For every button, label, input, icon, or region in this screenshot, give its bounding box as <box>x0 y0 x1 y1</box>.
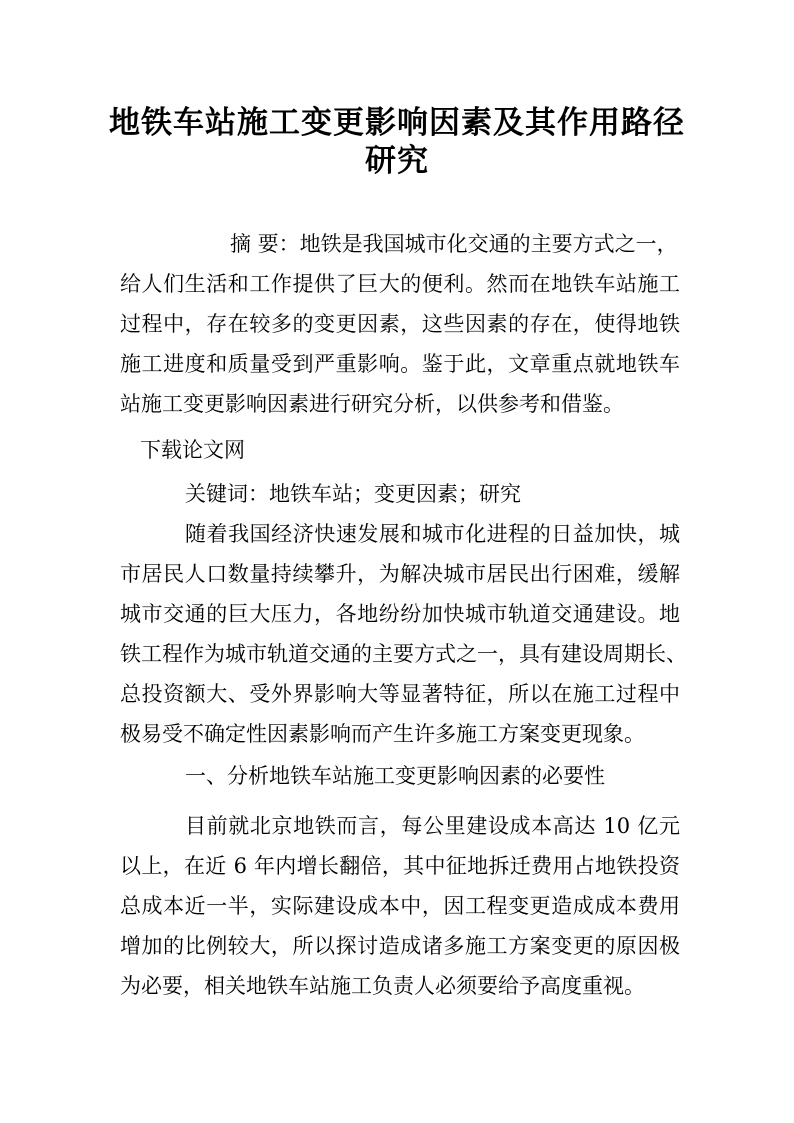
abstract-line-3: 过程中，存在较多的变更因素，这些因素的存在，使得地铁 <box>120 312 680 336</box>
abstract-line-4: 施工进度和质量受到严重影响。鉴于此，文章重点就地铁车 <box>120 352 680 376</box>
site-label: 下载论文网 <box>140 438 245 462</box>
document-title-line-2: 研究 <box>365 143 429 179</box>
section-1-heading: 一、分析地铁车站施工变更影响因素的必要性 <box>185 764 605 788</box>
keywords-line: 关键词：地铁车站；变更因素；研究 <box>185 482 521 506</box>
intro-line-5: 总投资额大、受外界影响大等显著特征，所以在施工过程中 <box>120 682 680 706</box>
section-1-line-2: 以上，在近 6 年内增长翻倍，其中征地拆迁费用占地铁投资 <box>120 854 680 878</box>
section-1-line-1: 目前就北京地铁而言，每公里建设成本高达 10 亿元 <box>185 814 680 838</box>
intro-line-1: 随着我国经济快速发展和城市化进程的日益加快，城 <box>185 522 680 546</box>
intro-line-4: 铁工程作为城市轨道交通的主要方式之一，具有建设周期长、 <box>120 642 687 666</box>
abstract-line-1: 摘 要：地铁是我国城市化交通的主要方式之一， <box>230 232 678 256</box>
section-1-line-5: 为必要，相关地铁车站施工负责人必须要给予高度重视。 <box>120 974 645 998</box>
intro-line-2: 市居民人口数量持续攀升，为解决城市居民出行困难，缓解 <box>120 562 680 586</box>
document-title-line-1: 地铁车站施工变更影响因素及其作用路径 <box>109 105 685 141</box>
section-1-line-4: 增加的比例较大，所以探讨造成诸多施工方案变更的原因极 <box>120 934 680 958</box>
abstract-line-2: 给人们生活和工作提供了巨大的便利。然而在地铁车站施工 <box>120 272 680 296</box>
intro-line-6: 极易受不确定性因素影响而产生许多施工方案变更现象。 <box>120 722 645 746</box>
abstract-line-5: 站施工变更影响因素进行研究分析，以供参考和借鉴。 <box>120 392 624 416</box>
intro-line-3: 城市交通的巨大压力，各地纷纷加快城市轨道交通建设。地 <box>120 602 680 626</box>
section-1-line-3: 总成本近一半，实际建设成本中，因工程变更造成成本费用 <box>120 894 680 918</box>
